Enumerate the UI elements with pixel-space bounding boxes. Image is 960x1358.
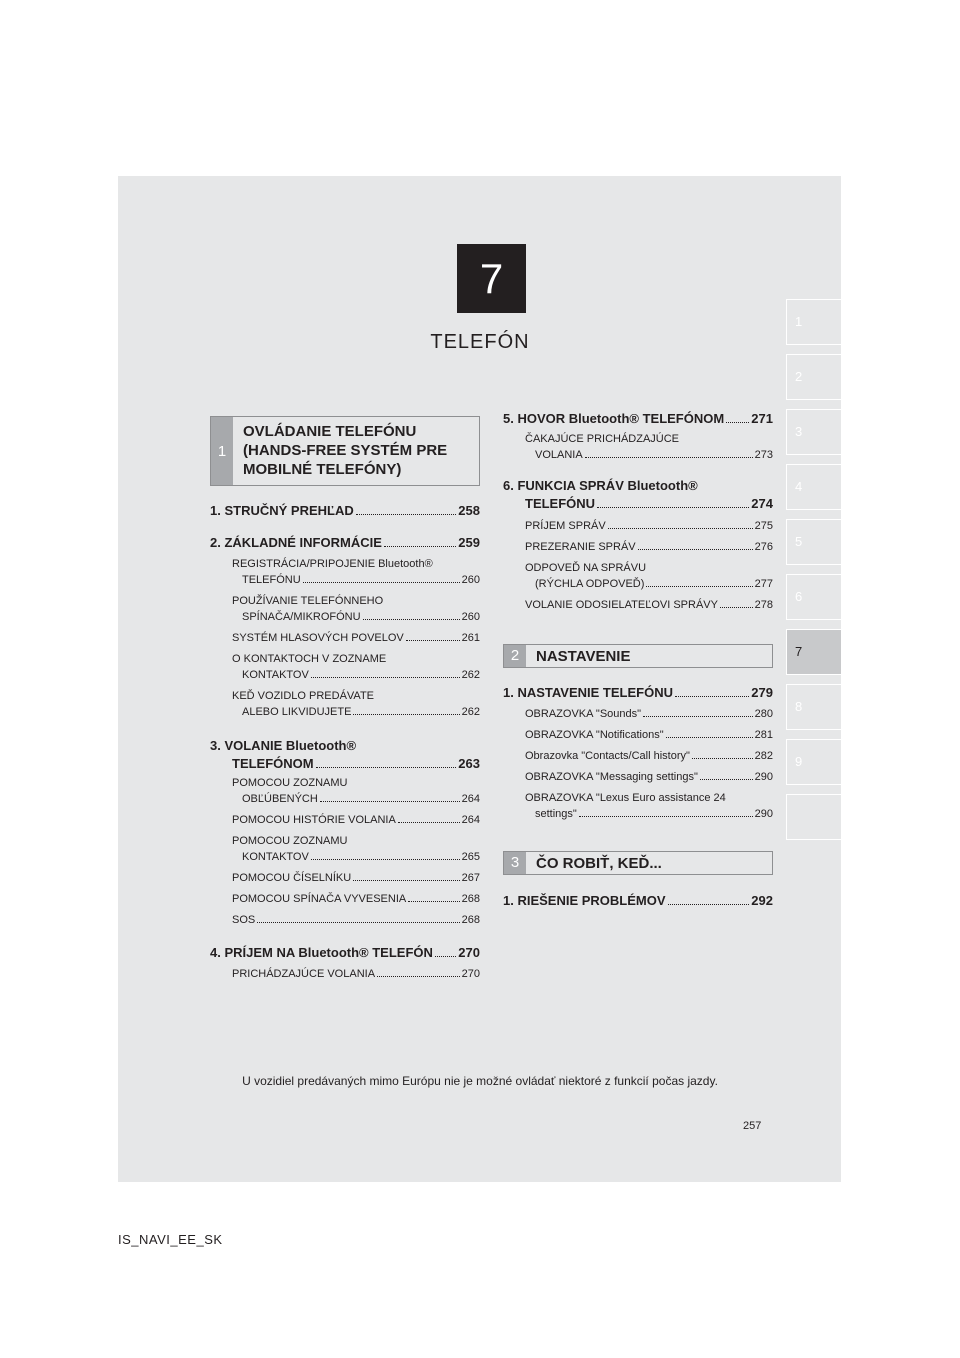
dot-leader (579, 816, 753, 817)
toc-page-number: 267 (461, 872, 480, 884)
toc-entry-sub[interactable] (535, 449, 773, 461)
chapter-tab-9[interactable] (786, 739, 841, 785)
chapter-tab-3[interactable] (786, 409, 841, 455)
section-header-2 (503, 644, 773, 668)
toc-entry-main[interactable] (232, 756, 480, 771)
toc-page-number: 262 (461, 669, 480, 681)
toc-entry-main[interactable] (210, 535, 480, 550)
toc-page-number: 282 (754, 750, 773, 762)
section-title-line: ČO ROBIŤ, KEĎ... (536, 855, 662, 872)
dot-leader (720, 607, 753, 608)
section-title-line: NASTAVENIE (536, 648, 631, 665)
toc-entry-sub[interactable] (242, 669, 480, 681)
toc-entry-sub[interactable] (525, 520, 773, 532)
toc-page-number: 274 (751, 496, 773, 511)
toc-page-number: 263 (458, 756, 480, 771)
toc-entry-sub[interactable]: REGISTRÁCIA/PRIPOJENIE Bluetooth® (232, 558, 433, 570)
dot-leader (675, 696, 749, 697)
toc-page-number: 290 (754, 771, 773, 783)
toc-page-number: 264 (461, 793, 480, 805)
toc-entry-text: OBRAZOVKA "Notifications" (525, 729, 664, 741)
toc-entry-sub[interactable] (525, 599, 773, 611)
page-number: 257 (743, 1120, 762, 1132)
toc-entry-sub[interactable] (242, 793, 480, 805)
toc-entry-text: VOLANIE ODOSIELATEĽOVI SPRÁVY (525, 599, 718, 611)
section-title-line: MOBILNÉ TELEFÓNY) (243, 461, 402, 478)
dot-leader (353, 714, 459, 715)
toc-entry-sub[interactable]: ČAKAJÚCE PRICHÁDZAJÚCE (525, 433, 680, 445)
toc-entry-sub[interactable] (232, 914, 480, 926)
toc-entry-text: POMOCOU HISTÓRIE VOLANIA (232, 814, 396, 826)
toc-page-number: 280 (754, 708, 773, 720)
toc-entry-text: KONTAKTOV (242, 851, 309, 863)
toc-page-number: 270 (458, 945, 480, 960)
dot-leader (257, 922, 459, 923)
toc-entry-sub[interactable] (525, 729, 773, 741)
toc-page-number: 268 (461, 893, 480, 905)
toc-entry-sub[interactable]: POMOCOU ZOZNAMU (232, 777, 348, 789)
toc-entry-text: OBRAZOVKA "Sounds" (525, 708, 642, 720)
toc-page-number: 261 (461, 632, 480, 644)
toc-entry-text: 1. RIEŠENIE PROBLÉMOV (503, 893, 666, 908)
chapter-tab-label: 5 (795, 534, 803, 549)
toc-entry-text: SYSTÉM HLASOVÝCH POVELOV (232, 632, 404, 644)
chapter-tab-4[interactable] (786, 464, 841, 510)
toc-entry-text: 5. HOVOR Bluetooth® TELEFÓNOM (503, 411, 725, 426)
dot-leader (363, 619, 460, 620)
toc-entry-main[interactable]: 3. VOLANIE Bluetooth® (210, 738, 357, 753)
document-code: IS_NAVI_EE_SK (118, 1232, 223, 1247)
toc-page-number: 279 (751, 685, 773, 700)
dot-leader (311, 677, 460, 678)
chapter-tab-label: 2 (795, 369, 803, 384)
toc-page-number: 292 (751, 893, 773, 908)
toc-entry-sub[interactable]: KEĎ VOZIDLO PREDÁVATE (232, 690, 375, 702)
chapter-tab-label: 9 (795, 754, 803, 769)
dot-leader (597, 507, 749, 508)
toc-page-number: 271 (751, 411, 773, 426)
toc-entry-sub[interactable]: POMOCOU ZOZNAMU (232, 835, 348, 847)
toc-page-number: 278 (754, 599, 773, 611)
dot-leader (384, 546, 456, 547)
toc-page-number: 290 (754, 808, 773, 820)
section-number: 2 (504, 645, 526, 667)
chapter-tab-5[interactable] (786, 519, 841, 565)
toc-entry-text: PRÍJEM SPRÁV (525, 520, 606, 532)
toc-entry-sub[interactable] (535, 578, 773, 590)
chapter-tab-6[interactable] (786, 574, 841, 620)
chapter-tab-index[interactable] (786, 794, 841, 840)
toc-entry-sub[interactable] (232, 893, 480, 905)
toc-entry-sub[interactable] (232, 968, 480, 980)
section-number: 1 (211, 417, 233, 485)
toc-entry-sub[interactable]: O KONTAKTOCH V ZOZNAME (232, 653, 387, 665)
toc-page-number: 264 (461, 814, 480, 826)
dot-leader (692, 758, 753, 759)
toc-entry-sub[interactable] (242, 851, 480, 863)
dot-leader (585, 457, 753, 458)
dot-leader (316, 767, 457, 768)
dot-leader (726, 422, 749, 423)
toc-page-number: 277 (754, 578, 773, 590)
chapter-tab-label: 6 (795, 589, 803, 604)
chapter-tab-label: 8 (795, 699, 803, 714)
toc-entry-sub[interactable] (525, 541, 773, 553)
toc-entry-text: (RÝCHLA ODPOVEĎ) (535, 578, 645, 590)
dot-leader (608, 528, 753, 529)
toc-entry-sub[interactable] (232, 814, 480, 826)
toc-entry-main[interactable]: 6. FUNKCIA SPRÁV Bluetooth® (503, 478, 698, 493)
dot-leader (377, 976, 460, 977)
toc-entry-main[interactable] (503, 411, 773, 426)
toc-entry-main[interactable] (210, 945, 480, 960)
toc-page-number: 259 (458, 535, 480, 550)
toc-entry-text: POMOCOU SPÍNAČA VYVESENIA (232, 893, 407, 905)
toc-entry-sub[interactable] (242, 706, 480, 718)
toc-entry-sub[interactable]: ODPOVEĎ NA SPRÁVU (525, 562, 647, 574)
chapter-title: TELEFÓN (430, 331, 530, 353)
section-header-3 (503, 851, 773, 875)
dot-leader (646, 586, 752, 587)
toc-page-number: 265 (461, 851, 480, 863)
dot-leader (435, 956, 456, 957)
chapter-tab-label: 7 (795, 644, 803, 659)
chapter-tab-8[interactable] (786, 684, 841, 730)
toc-entry-text: SOS (232, 914, 256, 926)
dot-leader (408, 901, 459, 902)
toc-page-number: 258 (458, 503, 480, 518)
toc-page-number: 275 (754, 520, 773, 532)
dot-leader (638, 549, 753, 550)
toc-entry-text: ALEBO LIKVIDUJETE (242, 706, 352, 718)
chapter-tab-label: 3 (795, 424, 803, 439)
toc-page-number: 268 (461, 914, 480, 926)
dot-leader (700, 779, 753, 780)
toc-page-number: 270 (461, 968, 480, 980)
dot-leader (311, 859, 460, 860)
toc-entry-text: PREZERANIE SPRÁV (525, 541, 636, 553)
toc-entry-main[interactable] (210, 503, 480, 518)
toc-page-number: 276 (754, 541, 773, 553)
toc-entry-text: OBRAZOVKA "Messaging settings" (525, 771, 698, 783)
toc-entry-sub[interactable] (232, 632, 480, 644)
toc-entry-text: KONTAKTOV (242, 669, 309, 681)
chapter-number-box: 7 (457, 244, 526, 313)
toc-entry-text: settings" (535, 808, 577, 820)
toc-entry-sub[interactable] (535, 808, 773, 820)
toc-entry-text: TELEFÓNOM (232, 756, 314, 771)
chapter-tab-1[interactable] (786, 299, 841, 345)
section-title-line: (HANDS-FREE SYSTÉM PRE (243, 442, 448, 459)
toc-entry-text: TELEFÓNU (525, 496, 596, 511)
toc-entry-sub[interactable]: POUŽÍVANIE TELEFÓNNEHO (232, 595, 384, 607)
toc-entry-text: OBĽÚBENÝCH (242, 793, 318, 805)
dot-leader (303, 582, 460, 583)
toc-entry-text: 1. NASTAVENIE TELEFÓNU (503, 685, 673, 700)
section-number: 3 (504, 852, 526, 874)
dot-leader (406, 640, 460, 641)
dot-leader (668, 904, 750, 905)
toc-entry-text: Obrazovka "Contacts/Call history" (525, 750, 690, 762)
chapter-tab-label: 1 (795, 314, 803, 329)
toc-entry-sub[interactable] (525, 708, 773, 720)
toc-entry-text: 1. STRUČNÝ PREHĽAD (210, 503, 354, 518)
toc-entry-sub[interactable]: OBRAZOVKA "Lexus Euro assistance 24 (525, 792, 726, 804)
toc-entry-sub[interactable] (232, 872, 480, 884)
toc-entry-text: 2. ZÁKLADNÉ INFORMÁCIE (210, 535, 382, 550)
toc-page-number: 281 (754, 729, 773, 741)
dot-leader (320, 801, 460, 802)
toc-entry-text: TELEFÓNU (242, 574, 301, 586)
toc-entry-main[interactable] (503, 893, 773, 908)
dot-leader (398, 822, 460, 823)
toc-entry-sub[interactable] (525, 750, 773, 762)
dot-leader (353, 880, 459, 881)
toc-entry-sub[interactable] (525, 771, 773, 783)
chapter-tab-label: 4 (795, 479, 803, 494)
toc-entry-text: 4. PRÍJEM NA Bluetooth® TELEFÓN (210, 945, 433, 960)
toc-page-number: 260 (461, 574, 480, 586)
toc-entry-text: SPÍNAČA/MIKROFÓNU (242, 611, 361, 623)
dot-leader (356, 514, 457, 515)
toc-page-number: 273 (754, 449, 773, 461)
toc-entry-sub[interactable] (242, 611, 480, 623)
section-header-1 (210, 416, 480, 486)
chapter-tab-2[interactable] (786, 354, 841, 400)
toc-entry-main[interactable] (503, 685, 773, 700)
chapter-tab-7[interactable] (786, 629, 841, 675)
toc-page-number: 260 (461, 611, 480, 623)
toc-entry-main[interactable] (525, 496, 773, 511)
dot-leader (643, 716, 753, 717)
footer-note: U vozidiel predávaných mimo Európu nie je možné ovládať niektoré z funkcií počas jazdy. (242, 1074, 718, 1088)
toc-entry-sub[interactable] (242, 574, 480, 586)
toc-entry-text: VOLANIA (535, 449, 583, 461)
toc-page-number: 262 (461, 706, 480, 718)
section-title-line: OVLÁDANIE TELEFÓNU (243, 423, 417, 440)
dot-leader (666, 737, 753, 738)
toc-entry-text: PRICHÁDZAJÚCE VOLANIA (232, 968, 376, 980)
toc-entry-text: POMOCOU ČÍSELNÍKU (232, 872, 352, 884)
